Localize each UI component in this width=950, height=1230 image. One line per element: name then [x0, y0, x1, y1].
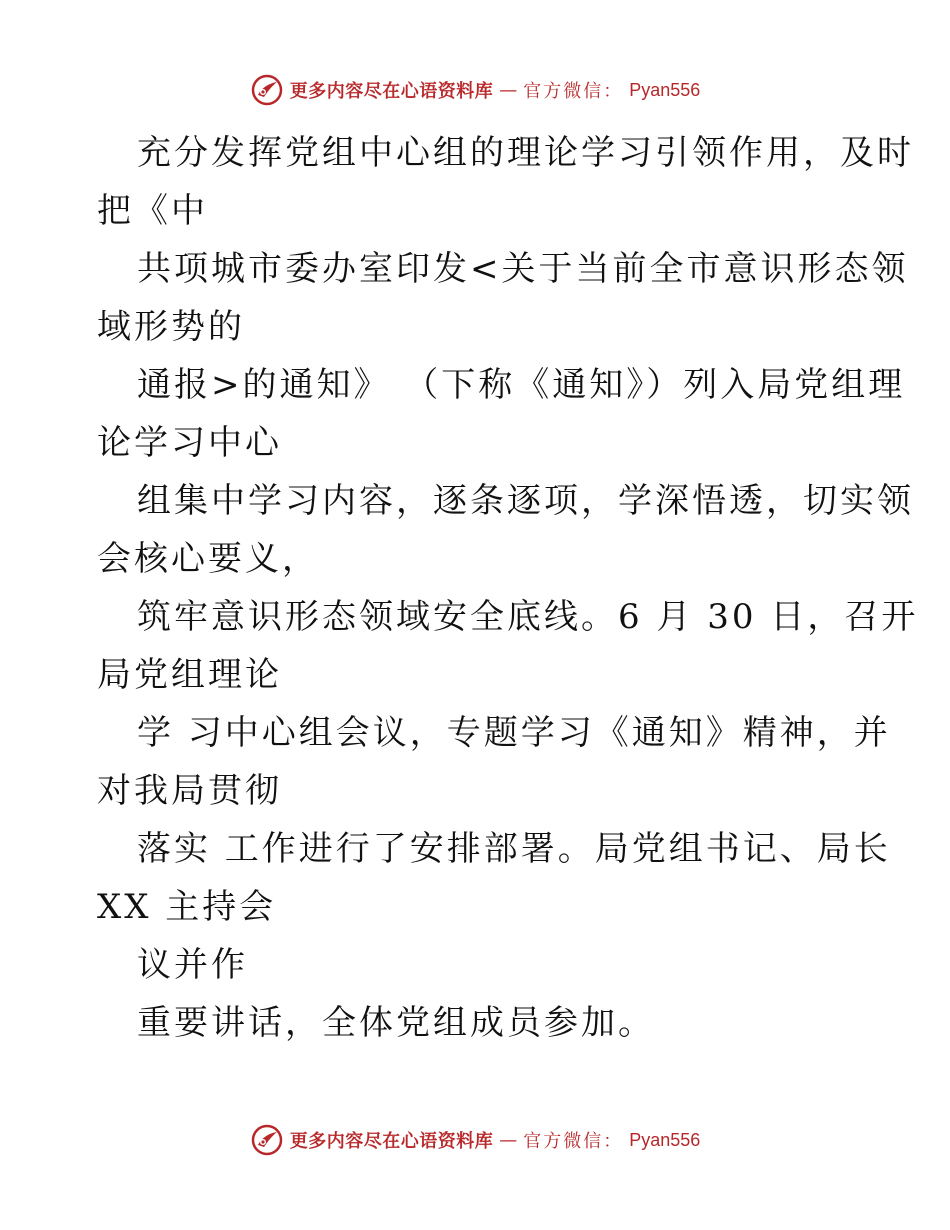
text-line: 落实 工作进行了安排部署。局党组书记、局长 [137, 829, 891, 869]
banner-official-label: 官方微信： [523, 1131, 624, 1152]
header-watermark-banner [0, 70, 950, 110]
text-line: 筑牢意识形态领域安全底线。6 月 30 日，召开 [137, 597, 919, 637]
banner-account: Pyan556 [629, 79, 701, 100]
text-line: 局党组理论 [97, 655, 282, 695]
banner-site-text: 更多内容尽在心语资料库 [289, 1131, 494, 1152]
text-line: 会核心要义， [97, 539, 319, 579]
text-line: 共项城市委办室印发<关于当前全市意识形态领 [137, 249, 909, 289]
document-body [97, 124, 919, 1052]
text-line: 对我局贯彻 [97, 771, 282, 811]
banner-account: Pyan556 [629, 1129, 701, 1150]
brand-logo-icon [250, 1123, 284, 1157]
text-line: 组集中学习内容，逐条逐项，学深悟透，切实领 [137, 481, 914, 521]
banner-site-text: 更多内容尽在心语资料库 [289, 81, 494, 102]
footer-watermark-banner [0, 1120, 950, 1160]
banner-separator: — [499, 1129, 518, 1151]
text-line: 学 习中心组会议，专题学习《通知》精神，并 [137, 713, 891, 753]
text-line: 域形势的 [97, 307, 245, 347]
banner-separator: — [499, 79, 518, 101]
text-line: 充分发挥党组中心组的理论学习引领作用，及时 [137, 133, 914, 173]
text-line: 把《中 [97, 191, 208, 231]
text-line: 重要讲话，全体党组成员参加。 [137, 1003, 655, 1043]
brand-logo-icon [250, 73, 284, 107]
text-line: 通报>的通知》 （下称《通知》）列入局党组理 [137, 365, 906, 405]
banner-official-label: 官方微信： [523, 81, 624, 102]
text-line: 议并作 [137, 945, 248, 985]
text-line: 论学习中心 [97, 423, 282, 463]
text-line: XX 主持会 [97, 887, 277, 927]
